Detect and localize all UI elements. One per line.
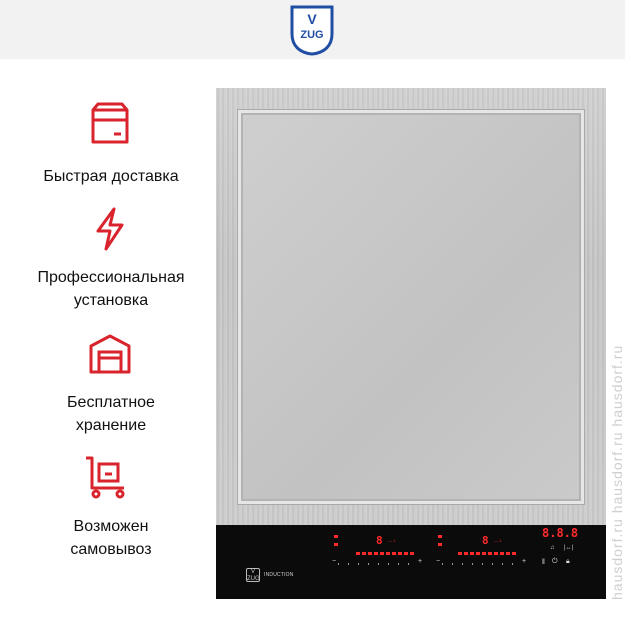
left-minus-icon[interactable]: − xyxy=(332,558,337,565)
right-power-bar xyxy=(458,552,516,555)
panel-brand-logo: V ZUG xyxy=(247,569,260,582)
right-zone-indicator xyxy=(438,535,444,538)
header-bar xyxy=(0,0,625,59)
panel-brand-text: INDUCTION xyxy=(264,572,294,578)
right-minus-icon[interactable]: − xyxy=(436,558,441,565)
box-icon xyxy=(86,100,134,148)
teppan-plate xyxy=(238,110,584,504)
right-zone-slider[interactable] xyxy=(442,563,522,565)
power-icon[interactable]: ⏻ xyxy=(552,558,558,565)
feature-label-storage-line2: хранение xyxy=(75,417,147,434)
feature-label-installation-line2: установка xyxy=(73,292,149,309)
timer-display: 8.8.8 xyxy=(542,526,579,540)
left-zone-indicator xyxy=(334,535,340,538)
panel-brand xyxy=(246,568,294,582)
logo-letter-v: V xyxy=(307,11,317,27)
timer-bell-icon[interactable]: ♫ xyxy=(550,545,555,551)
left-zone-indicator-2 xyxy=(334,543,340,546)
right-plus-icon[interactable]: + xyxy=(522,558,527,565)
cart-box-icon xyxy=(82,452,130,500)
feature-label-installation xyxy=(11,266,211,312)
feature-label-installation-line1: Профессиональная xyxy=(37,269,185,286)
pause-icon[interactable]: ‖ xyxy=(542,559,545,566)
right-zone-display: 8 xyxy=(482,534,489,547)
feature-label-storage-line1: Бесплатное xyxy=(67,394,155,411)
product-image-cooktop[interactable] xyxy=(216,88,606,599)
feature-label-storage xyxy=(11,391,211,437)
left-power-bar xyxy=(356,552,416,555)
watermark xyxy=(604,90,624,600)
feature-label-pickup-line2: самовывоз xyxy=(70,541,152,558)
left-plus-icon[interactable]: + xyxy=(418,558,423,565)
left-zone-display: 8 xyxy=(376,534,383,547)
lock-icon[interactable]: 🔒︎ xyxy=(566,558,570,565)
lightning-icon xyxy=(86,205,134,253)
control-panel xyxy=(216,525,606,599)
feature-label-pickup-line1: Возможен xyxy=(73,518,149,535)
vzug-logo[interactable] xyxy=(288,4,336,56)
warehouse-icon xyxy=(86,330,134,378)
logo-letters-zug: ZUG xyxy=(300,29,324,41)
right-zone-indicator-2 xyxy=(438,543,444,546)
right-zone-small-text: — 1 xyxy=(494,538,502,543)
left-zone-slider[interactable] xyxy=(338,563,418,565)
feature-label-delivery: Быстрая доставка xyxy=(43,168,179,185)
watermark-text: hausdorf.ru hausdorf.ru hausdorf.ru xyxy=(609,344,625,600)
steel-surface xyxy=(216,88,606,525)
left-zone-small-text: — 1 xyxy=(388,538,396,543)
timer-interval-icon[interactable]: |↔| xyxy=(564,545,574,551)
feature-label-pickup xyxy=(11,515,211,561)
